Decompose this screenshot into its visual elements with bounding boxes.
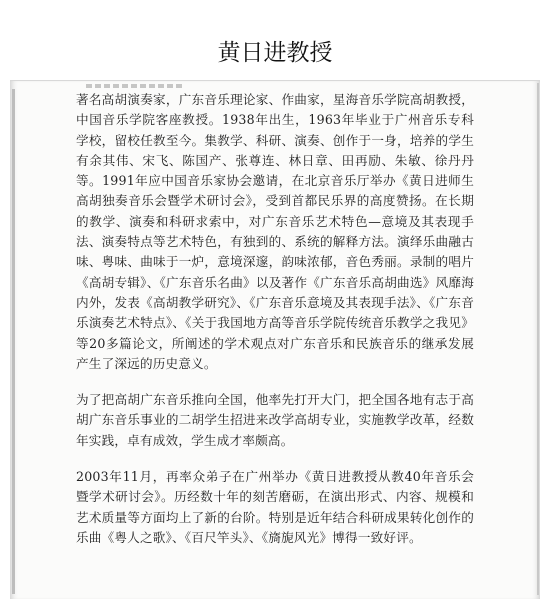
scan-right-edge (537, 83, 539, 595)
paragraph-biography: 著名高胡演奏家，广东音乐理论家、作曲家，星海音乐学院高胡教授，中国音乐学院客座教授。1938年出生，1963年毕业于广州音乐专科学校，留校任教至今。集教学、科研、演奏、创作于一身，培养的学生有余其伟、宋飞、陈国产、张尊连、林日章、田再励、朱敏、徐丹丹等。1991年应中国音乐家协会邀请，在北京音乐厅举办《黄日进师生高胡独奏音乐会暨学术研讨会》，受到首都民乐界的高度赞扬。在长期的教学、演奏和科研求索中，对广东音乐艺术特色—意境及其表现手法、演奏特点等艺术特色，有独到的、系统的解释方法。演绎乐曲融古味、粤味、曲味于一炉，意境深邃，韵味浓郁，音色秀丽。录制的唱片《高胡专辑》、《广东音乐名曲》以及著作《广东音乐高胡曲选》风靡海内外，发表《高胡教学研究》、《广东音乐意境及其表现手法》、《广东音乐演奏艺术特点》、《关于我国地方高等音乐学院传统音乐教学之我见》等20多篇论文，所阐述的学术观点对广东音乐和民族音乐的继承发展产生了深远的历史意义。 (76, 92, 474, 371)
page-title: 黄日进教授 (217, 40, 333, 66)
scan-left-edge (12, 89, 15, 594)
biography-text (76, 90, 474, 548)
cropped-text-line (86, 84, 182, 88)
paragraph-teaching-reform: 为了把高胡广东音乐推向全国，他率先打开大门，把全国各地有志于高胡广东音乐事业的二胡学生招进来改学高胡专业，实施教学改革，经数年实践，卓有成效，学生成才率颇高。 (76, 392, 474, 448)
paragraph-concert-2003: 2003年11月，再率众弟子在广州举办《黄日进教授从教40年音乐会暨学术研讨会》。历经数十年的刻苦磨砺，在演出形式、内容、规模和艺术质量等方面均上了新的台阶。特别是近年结合科研成果转化创作的乐曲《粤人之歌》、《百尺竿头》、《旖旎风光》博得一致好评。 (76, 469, 474, 545)
